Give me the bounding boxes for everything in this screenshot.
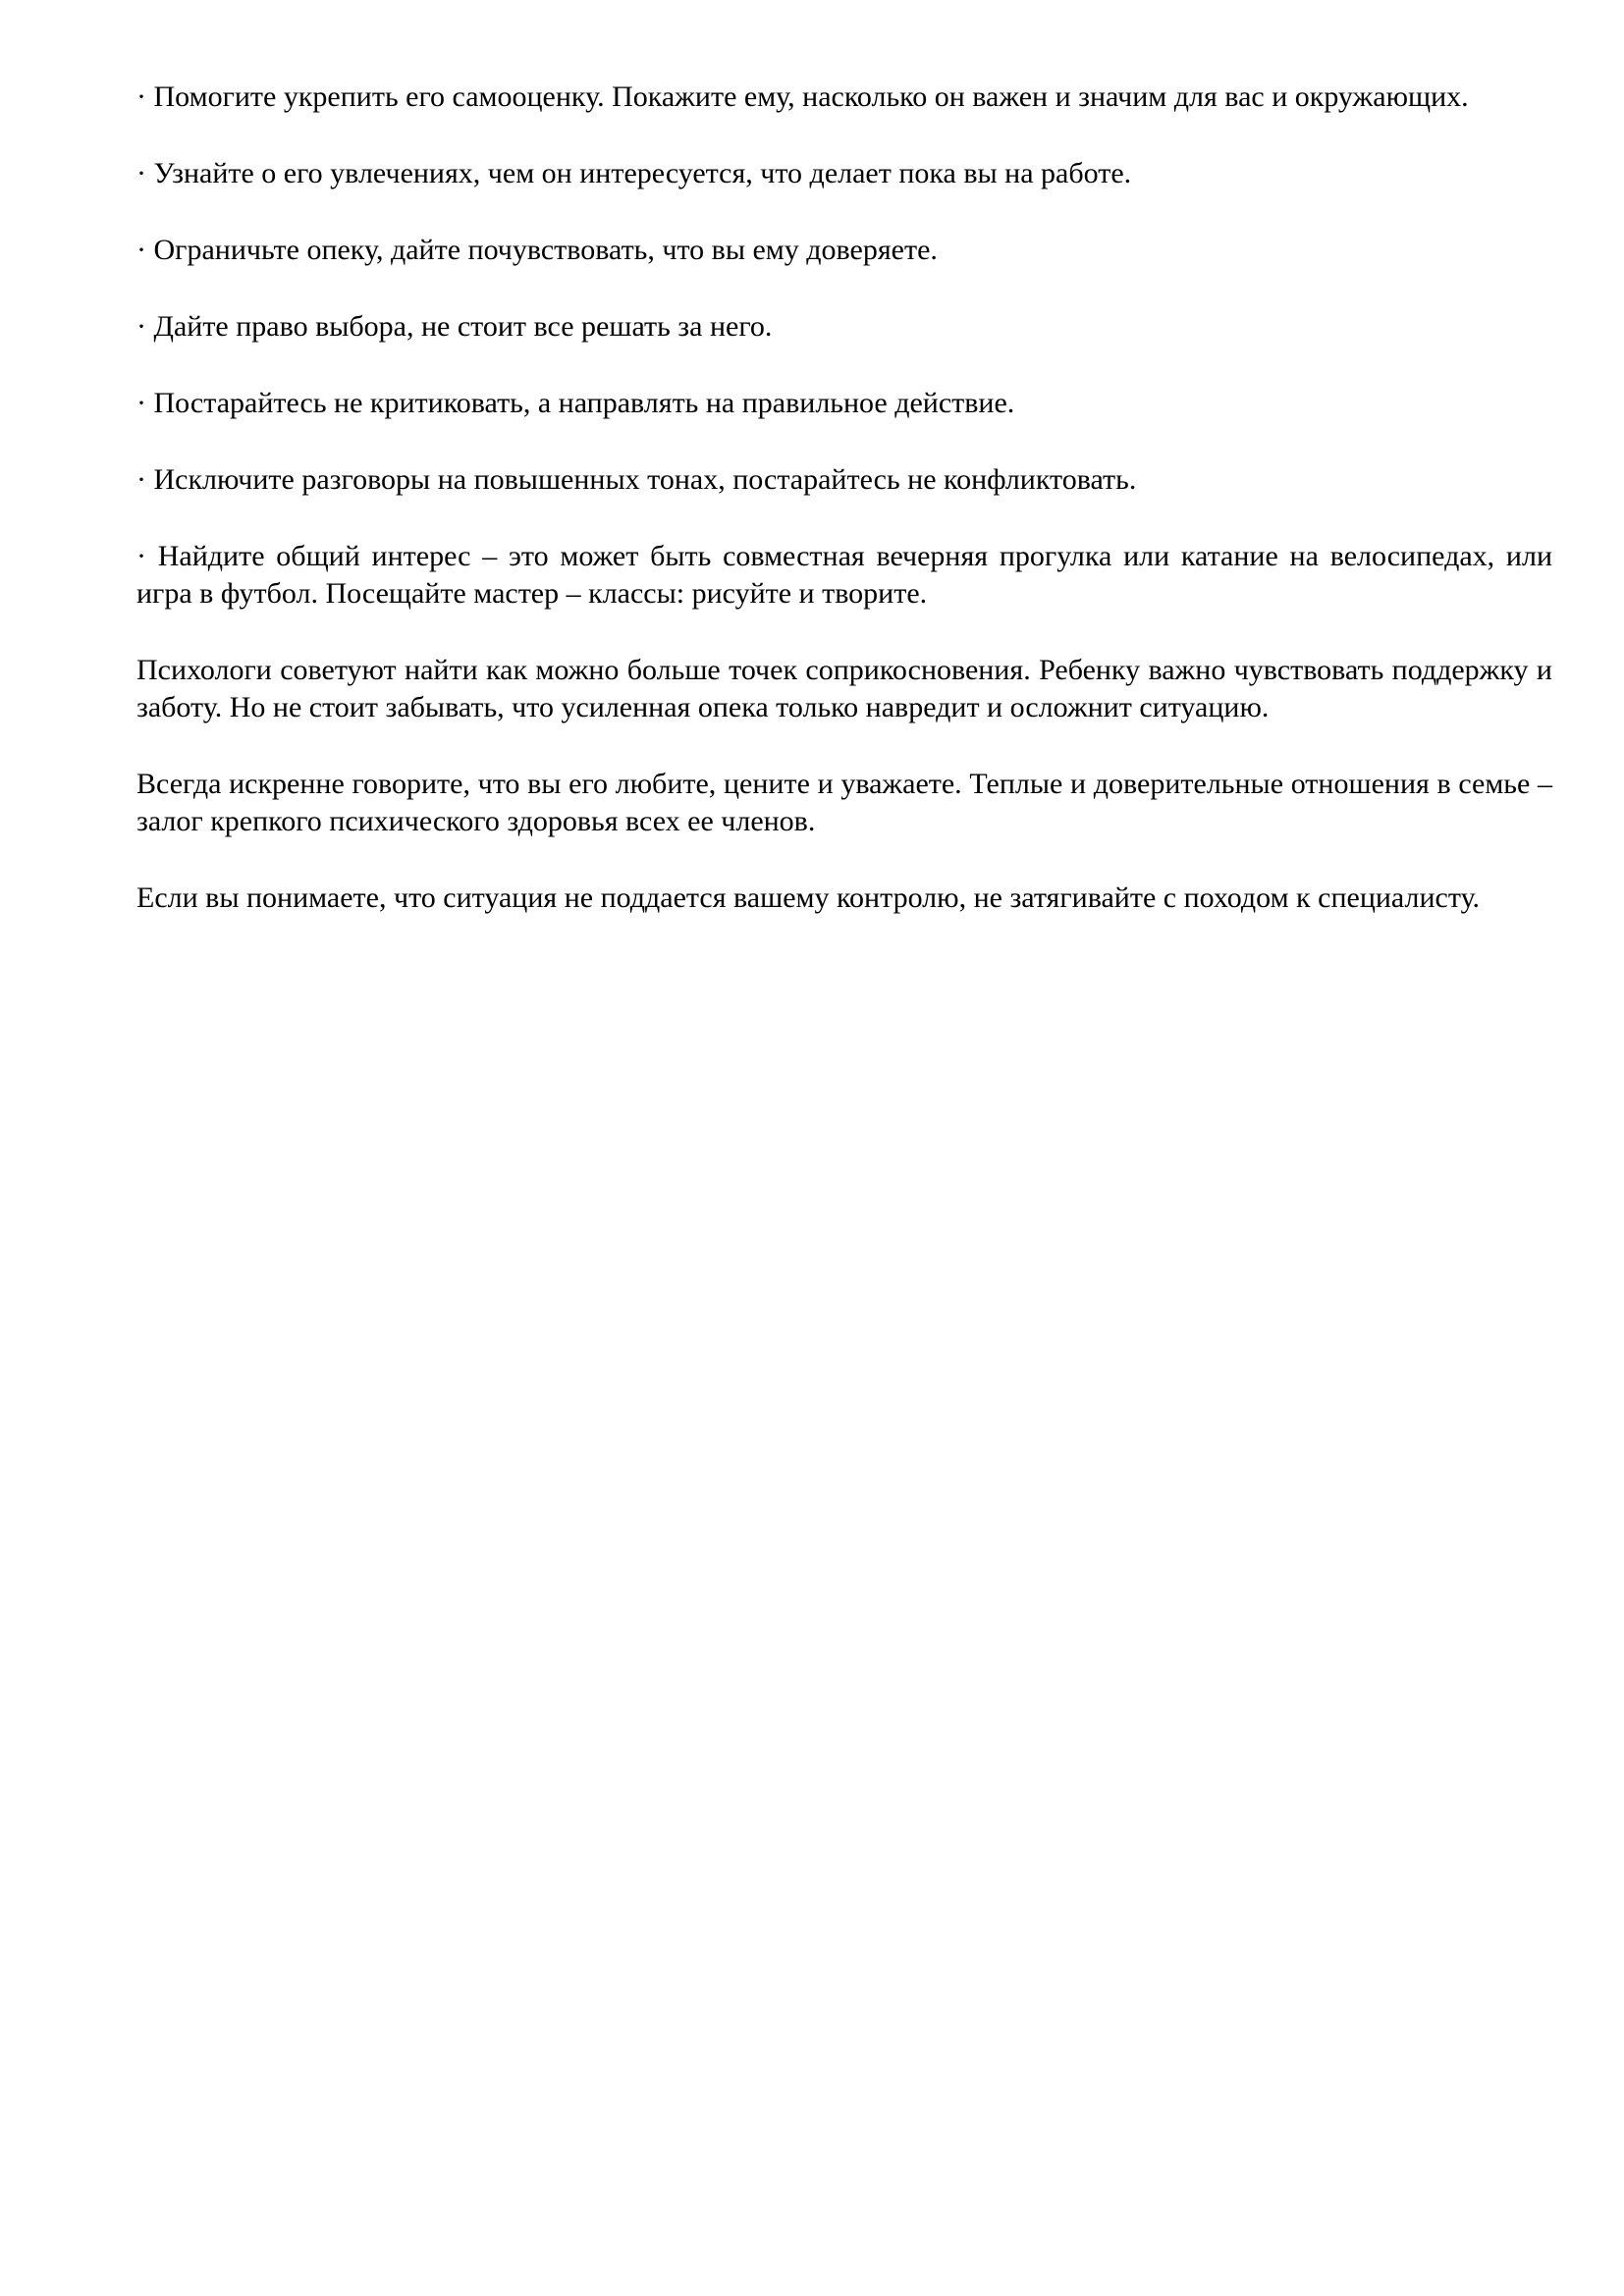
paragraph-see-specialist: Если вы понимаете, что ситуация не поддается вашему контролю, не затягивайте с походом к специалисту.	[136, 881, 1481, 914]
tip-common-interest: · Найдите общий интерес – это может быть совместная вечерняя прогулка или катание на велосипедах, или игра в футбол. Посещайте мастер – классы: рисуйте и творите.	[136, 540, 1552, 610]
tip-no-raised-voices: · Исключите разговоры на повышенных тонах, постарайтесь не конфликтовать.	[136, 463, 1137, 496]
tip-no-criticism: · Постарайтесь не критиковать, а направлять на правильное действие.	[136, 387, 1015, 419]
paragraph-express-love: Всегда искренне говорите, что вы его любите, цените и уважаете. Теплые и доверительные отношения в семье – залог крепкого психического здоровья всех ее членов.	[136, 768, 1552, 837]
tip-self-esteem: · Помогите укрепить его самооценку. Покажите ему, насколько он важен и значим для вас и окружающих.	[136, 80, 1469, 113]
paragraph-psychologists-advice: Психологи советуют найти как можно больше точек соприкосновения. Ребенку важно чувствовать поддержку и заботу. Но не стоит забывать, что усиленная опека только навредит и осложнит ситуацию.	[136, 654, 1552, 723]
tip-hobbies: · Узнайте о его увлечениях, чем он интересуется, что делает пока вы на работе.	[136, 157, 1132, 189]
document-body	[136, 79, 1552, 956]
tip-limit-care: · Ограничьте опеку, дайте почувствовать, что вы ему доверяете.	[136, 234, 938, 266]
tip-right-to-choose: · Дайте право выбора, не стоит все решать за него.	[136, 310, 773, 343]
